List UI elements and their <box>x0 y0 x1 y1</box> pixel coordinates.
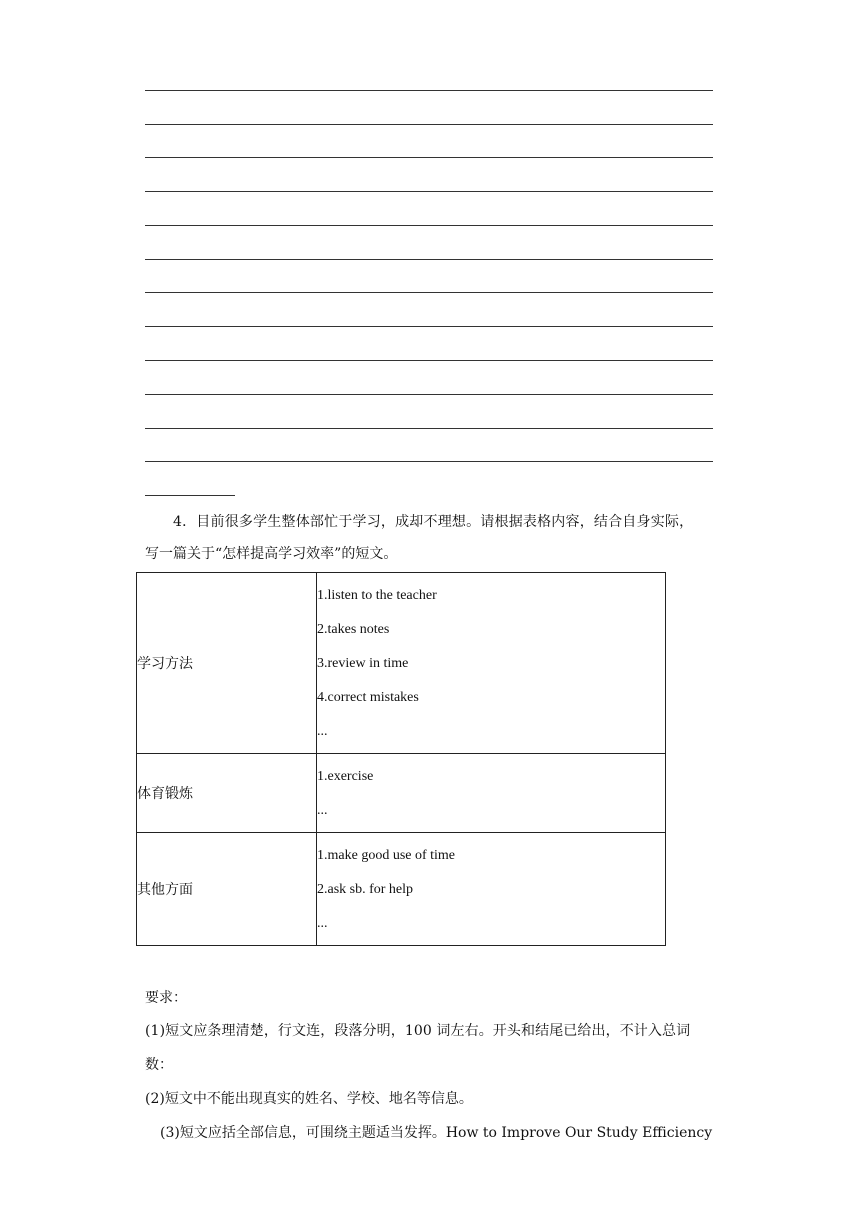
answer-line <box>145 259 713 260</box>
table-category: 其他方面 <box>137 833 317 946</box>
answer-line <box>145 292 713 293</box>
table-item: 1.listen to the teacher <box>317 588 437 603</box>
requirement-item-2: (2)短文中不能出现真实的姓名、学校、地名等信息。 <box>145 1091 473 1107</box>
question-prompt-line2: 写一篇关于“怎样提高学习效率”的短文。 <box>145 546 398 562</box>
table-item: ... <box>317 724 328 739</box>
answer-line <box>145 394 713 395</box>
table-items-cell <box>317 833 666 946</box>
answer-line <box>145 326 713 327</box>
table-item: 2.ask sb. for help <box>317 882 414 897</box>
table-row <box>137 833 666 946</box>
table-item: 2.takes notes <box>317 622 390 637</box>
answer-line <box>145 90 713 91</box>
table-row <box>137 754 666 833</box>
table-item: 4.correct mistakes <box>317 690 419 705</box>
table-item: 1.make good use of time <box>317 848 456 863</box>
table-items-cell <box>317 573 666 754</box>
answer-line <box>145 461 713 462</box>
answer-line <box>145 124 713 125</box>
table-item: ... <box>317 916 328 931</box>
answer-line <box>145 360 713 361</box>
table-item: 3.review in time <box>317 656 409 671</box>
table-item: ... <box>317 803 328 818</box>
table-item: 1.exercise <box>317 769 374 784</box>
answer-line <box>145 225 713 226</box>
answer-line <box>145 191 713 192</box>
table-items-cell <box>317 754 666 833</box>
info-table <box>136 572 666 946</box>
table-category: 学习方法 <box>137 573 317 754</box>
question-prompt-line1: 4．目前很多学生整体部忙于学习，成却不理想。请根据表格内容，结合自身实际， <box>173 514 694 530</box>
answer-line <box>145 428 713 429</box>
requirements-heading: 要求： <box>145 990 187 1006</box>
table-row <box>137 573 666 754</box>
answer-line <box>145 157 713 158</box>
requirement-item-3: (3)短文应括全部信息，可围绕主题适当发挥。How to Improve Our Study Efficiency <box>160 1125 713 1141</box>
answer-line-end <box>145 495 235 496</box>
requirement-item-1: (1)短文应条理清楚，行文连，段落分明，100 词左右。开头和结尾已给出，不计入总词 <box>145 1023 691 1039</box>
table-category: 体育锻炼 <box>137 754 317 833</box>
requirement-item-1-cont: 数： <box>145 1057 173 1073</box>
